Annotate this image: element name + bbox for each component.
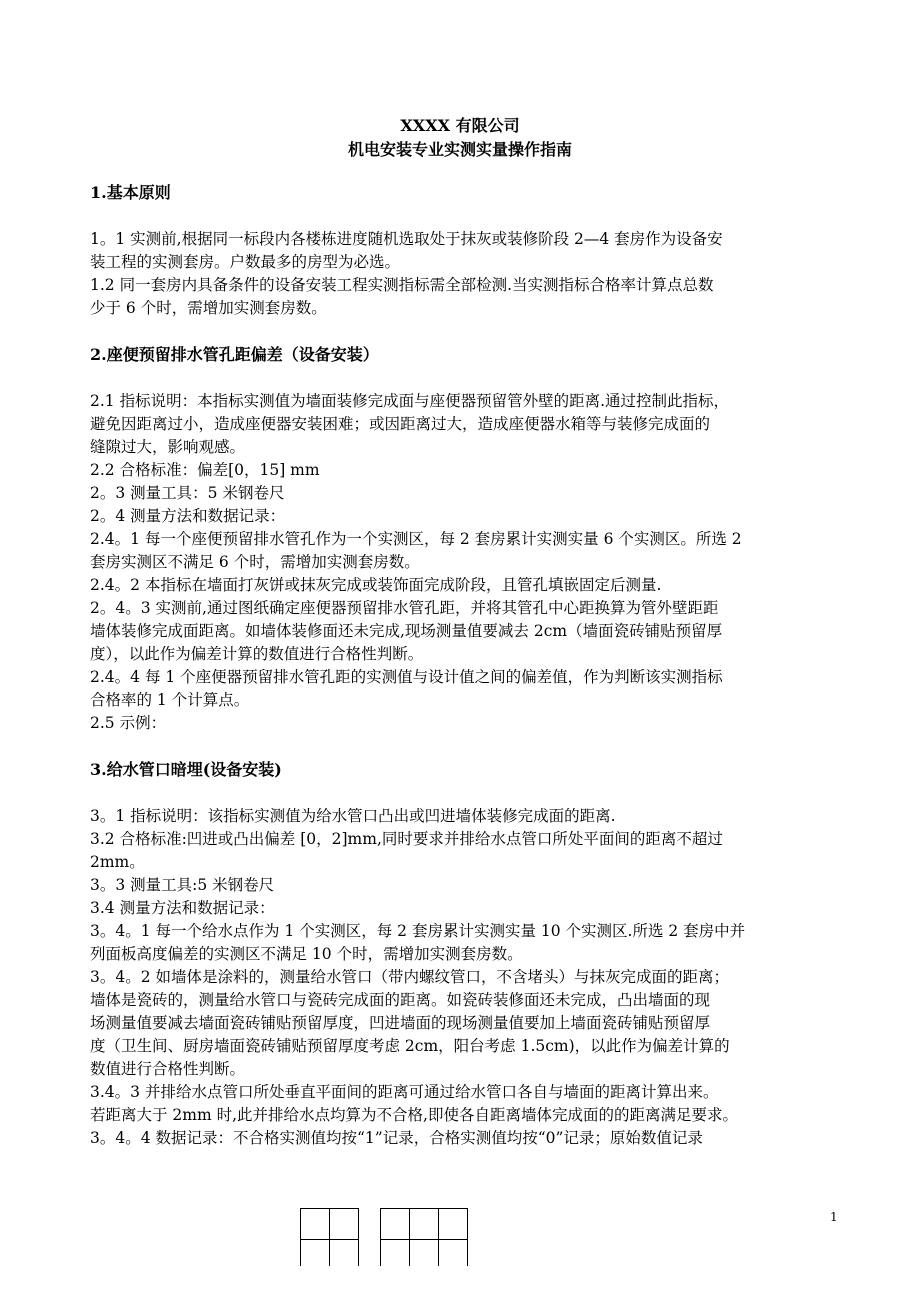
grid-cell (381, 1209, 410, 1240)
grid-cell (301, 1240, 330, 1267)
body-line: 3。4。1 每一个给水点作为 1 个实测区，每 2 套房累计实测实量 10 个实测区.所选 2 套房中并 (90, 922, 746, 940)
body-line: 墙体装修完成面距离。如墙体装修面还未完成,现场测量值要减去 2cm（墙面瓷砖铺贴预留厚 (90, 622, 723, 640)
body-line: 3。4。2 如墙体是涂料的，测量给水管口（带内螺纹管口，不含堵头）与抹灰完成面的距离； (90, 968, 730, 986)
document-title: 机电安装专业实测实量操作指南 (347, 140, 572, 159)
body-line: 少于 6 个时，需增加实测套房数。 (90, 299, 327, 317)
body-line: 墙体是瓷砖的，测量给水管口与瓷砖完成面的距离。如瓷砖装修面还未完成，凸出墙面的现 (90, 991, 711, 1009)
section-heading: 1.基本原则 (90, 183, 171, 202)
record-grid-left (300, 1208, 359, 1266)
page-number: 1 (830, 1210, 838, 1224)
body-line: 3。1 指标说明：该指标实测值为给水管口凸出或凹进墙体装修完成面的距离. (90, 807, 616, 825)
grid-cell (330, 1209, 359, 1240)
body-line: 2。4 测量方法和数据记录： (90, 507, 286, 525)
body-line: 3.4 测量方法和数据记录： (90, 899, 275, 917)
body-line: 合格率的 1 个计算点。 (90, 691, 250, 709)
grid-cell (381, 1240, 410, 1267)
body-line: 3。4。4 数据记录：不合格实测值均按“1”记录，合格实测值均按“0”记录；原始数值记录 (90, 1129, 703, 1147)
body-line: 场测量值要减去墙面瓷砖铺贴预留厚度，凹进墙面的现场测量值要加上墙面瓷砖铺贴预留厚 (90, 1014, 711, 1032)
body-line: 1.2 同一套房内具备条件的设备安装工程实测指标需全部检测.当实测指标合格率计算点总数 (90, 276, 714, 294)
body-line: 避免因距离过小，造成座便器安装困难；或因距离过大，造成座便器水箱等与装修完成面的 (90, 415, 711, 433)
company-name: XXXX 有限公司 (400, 116, 520, 135)
body-line: 2.5 示例： (90, 714, 167, 732)
grid-cell (330, 1240, 359, 1267)
grid-cell (439, 1209, 468, 1240)
body-line: 3.2 合格标准:凹进或凸出偏差 [0，2]mm,同时要求并排给水点管口所处平面间的距离不超过 (90, 830, 723, 848)
body-line: 度），以此作为偏差计算的数值进行合格性判断。 (90, 645, 424, 663)
body-line: 1。1 实测前,根据同一标段内各楼栋进度随机选取处于抹灰或装修阶段 2—4 套房作为设备安 (90, 230, 723, 248)
body-line: 若距离大于 2mm 时,此并排给水点均算为不合格,即使各自距离墙体完成面的的距离满足要求。 (90, 1106, 738, 1124)
body-line: 3.4。3 并排给水点管口所处垂直平面间的距离可通过给水管口各自与墙面的距离计算出来。 (90, 1083, 719, 1101)
body-line: 列面板高度偏差的实测区不满足 10 个时，需增加实测套房数。 (90, 945, 523, 963)
grid-cell (410, 1209, 439, 1240)
body-line: 2。4。3 实测前,通过图纸确定座便器预留排水管孔距，并将其管孔中心距换算为管外壁距距 (90, 599, 719, 617)
body-line: 2.2 合格标准：偏差[0，15] mm (90, 461, 320, 479)
body-line: 套房实测区不满足 6 个时，需增加实测套房数。 (90, 553, 420, 571)
body-line: 2.1 指标说明：本指标实测值为墙面装修完成面与座便器预留管外壁的距离.通过控制此指标， (90, 392, 730, 410)
body-line: 2.4。4 每 1 个座便器预留排水管孔距的实测值与设计值之间的偏差值，作为判断该实测指标 (90, 668, 723, 686)
body-line: 2mm。 (90, 853, 145, 871)
body-line: 3。3 测量工具:5 米钢卷尺 (90, 876, 275, 894)
grid-cell (439, 1240, 468, 1267)
grid-cell (410, 1240, 439, 1267)
body-line: 装工程的实测套房。户数最多的房型为必选。 (90, 253, 401, 271)
grid-cell (301, 1209, 330, 1240)
body-line: 缝隙过大，影响观感。 (90, 438, 246, 456)
body-line: 数值进行合格性判断。 (90, 1060, 246, 1078)
body-line: 2.4。2 本指标在墙面打灰饼或抹灰完成或装饰面完成阶段，且管孔填嵌固定后测量. (90, 576, 662, 594)
body-line: 2.4。1 每一个座便预留排水管孔作为一个实测区，每 2 套房累计实测实量 6 个实测区。所选 2 (90, 530, 742, 548)
body-line: 2。3 测量工具：5 米钢卷尺 (90, 484, 285, 502)
section-heading: 3.给水管口暗埋(设备安装) (90, 760, 282, 779)
record-grid-right (380, 1208, 468, 1266)
body-line: 度（卫生间、厨房墙面瓷砖铺贴预留厚度考虑 2cm，阳台考虑 1.5cm)，以此作为偏差计算的 (90, 1037, 730, 1055)
section-heading: 2.座便预留排水管孔距偏差（设备安装） (90, 345, 379, 364)
